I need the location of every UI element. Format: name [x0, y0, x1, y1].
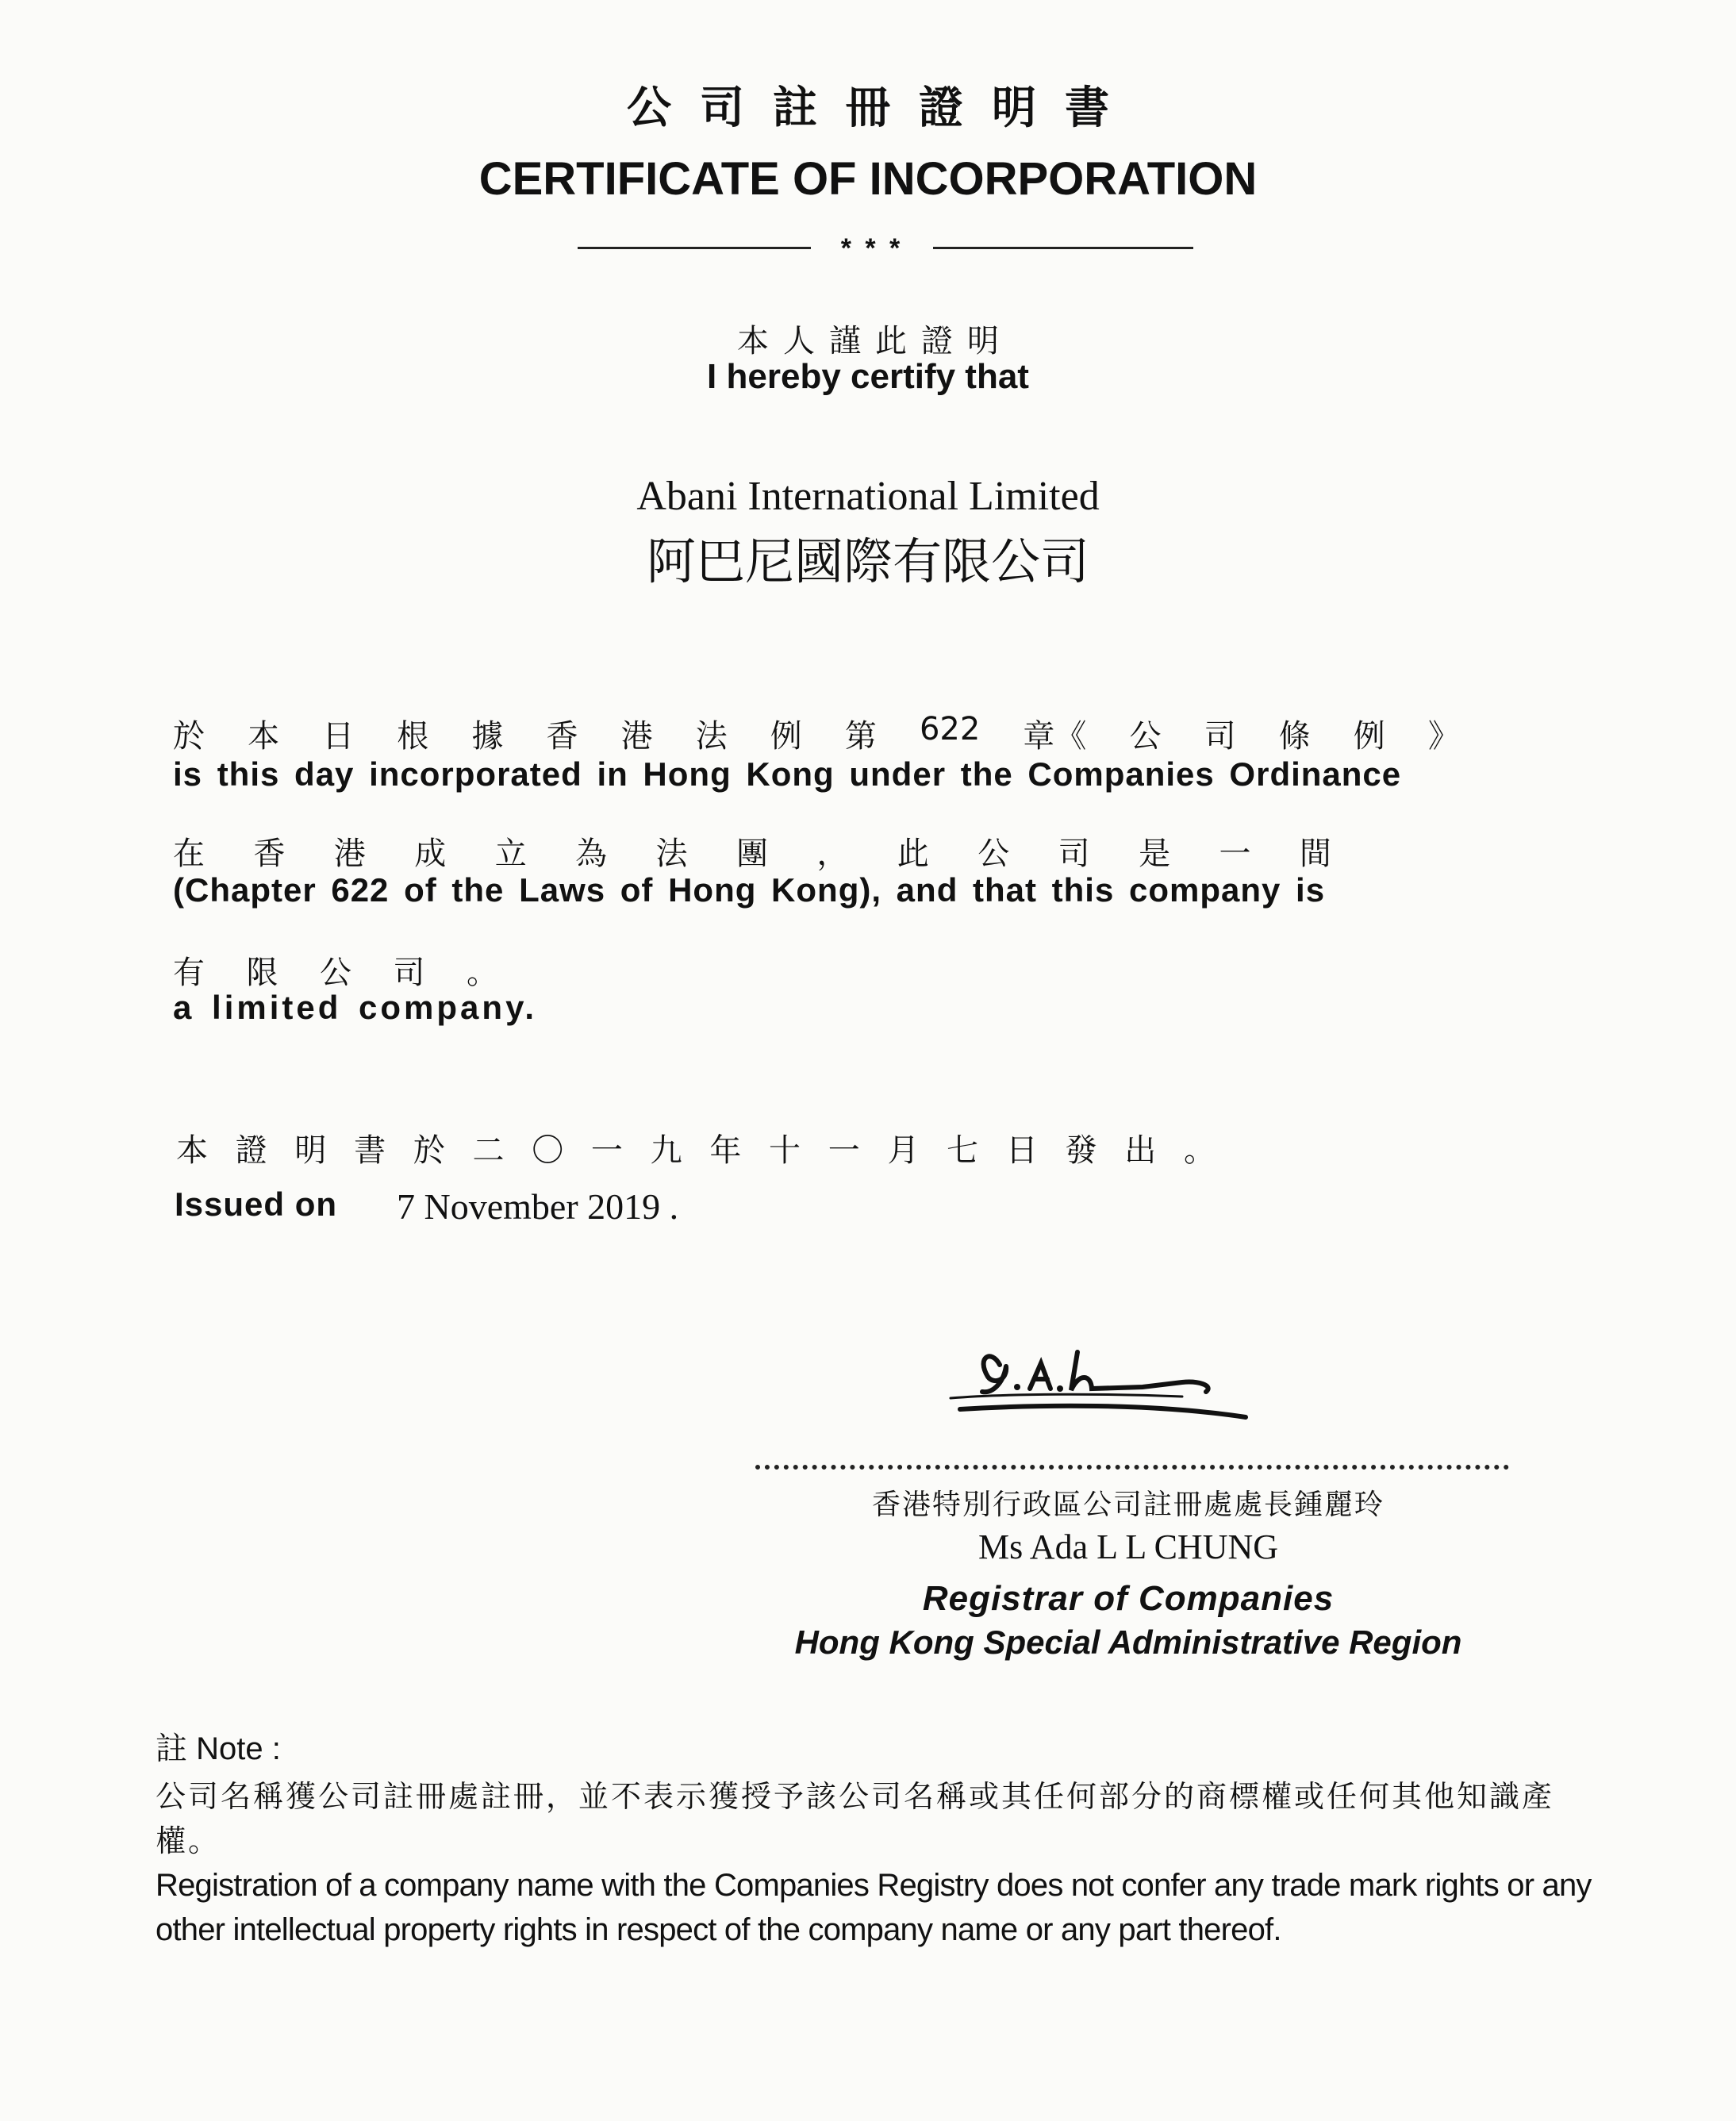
character: 港	[333, 836, 366, 872]
character: 七	[947, 1132, 979, 1169]
company-name-cn: 阿巴尼國際有限公司	[646, 532, 1089, 590]
character: 證	[235, 1132, 267, 1169]
note-label: 註 Note :	[156, 1731, 281, 1766]
issued-label: Issued on	[175, 1185, 338, 1223]
body-line1-cn	[173, 711, 1460, 756]
certificate-title-cn: 公司註冊證明書	[627, 83, 1138, 134]
character: 第	[844, 718, 877, 755]
registrar-signature	[944, 1341, 1254, 1428]
character: 明	[294, 1132, 327, 1169]
character: 發	[1065, 1132, 1097, 1169]
character: 本	[248, 718, 280, 755]
character: 條	[1278, 718, 1311, 755]
character: 公	[1129, 718, 1162, 755]
character: 司	[393, 955, 425, 991]
character: 。	[1183, 1132, 1216, 1169]
character: 〇	[532, 1132, 564, 1169]
character: 間	[1299, 836, 1331, 872]
character: ，	[816, 836, 849, 872]
character: 書	[354, 1132, 386, 1169]
character: 例	[1353, 718, 1385, 755]
registrar-title-en: Registrar of Companies	[922, 1579, 1335, 1618]
registrar-region: Hong Kong Special Administrative Region	[794, 1623, 1462, 1661]
character: 九	[650, 1132, 682, 1169]
character: 為	[575, 836, 608, 872]
character: 》	[1427, 718, 1460, 755]
character: 司	[1058, 836, 1090, 872]
character: 例	[770, 718, 802, 755]
character: 一	[828, 1132, 860, 1169]
character: 日	[1005, 1132, 1038, 1169]
character: 司	[1204, 718, 1236, 755]
divider-left	[578, 247, 811, 249]
character: 本	[176, 1132, 208, 1169]
character: 公	[977, 836, 1010, 872]
registrar-title-cn: 香港特別行政區公司註冊處處長鍾麗玲	[871, 1489, 1385, 1521]
character: 法	[695, 718, 728, 755]
character: 立	[494, 836, 527, 872]
character: 團	[735, 836, 768, 872]
company-name-en: Abani International Limited	[636, 474, 1100, 519]
character: 法	[655, 836, 688, 872]
character: 一	[1219, 836, 1251, 872]
character: 據	[471, 718, 504, 755]
character: 此	[897, 836, 929, 872]
character: 二	[472, 1132, 505, 1169]
body-line3-en: a limited company.	[173, 989, 537, 1026]
body-line2-cn	[173, 828, 1331, 874]
character: 香	[253, 836, 286, 872]
character: 於	[413, 1132, 445, 1169]
character: 章《	[1023, 718, 1087, 755]
character: 成	[414, 836, 447, 872]
character: 香	[546, 718, 578, 755]
body-line1-en: is this day incorporated in Hong Kong under the Companies Ordinance	[173, 755, 1402, 793]
body-line2-en: (Chapter 622 of the Laws of Hong Kong), and that this company is	[173, 871, 1326, 909]
note-text-en: Registration of a company name with the Companies Registry does not confer any trade mark rights or any other intellectual property rights in respect of the company name or any part thereof.	[156, 1868, 1592, 1947]
character: 622	[919, 711, 981, 747]
character: 公	[320, 955, 351, 991]
certify-statement-en: I hereby certify that	[707, 357, 1029, 396]
note-text-cn: 公司名稱獲公司註冊處註冊，並不表示獲授予該公司名稱或其任何部分的商標權或任何其他知識產權。	[156, 1779, 1555, 1858]
issued-statement-cn	[176, 1125, 1216, 1170]
signature-line	[755, 1465, 1509, 1470]
character: 是	[1139, 836, 1171, 872]
character: 月	[887, 1132, 920, 1169]
character: 於	[173, 718, 205, 755]
character: 一	[590, 1132, 623, 1169]
character: 。	[467, 955, 498, 991]
divider-right	[933, 247, 1193, 249]
character: 有	[173, 955, 205, 991]
body-line3-cn	[173, 947, 498, 993]
registrar-name: Ms Ada L L CHUNG	[977, 1527, 1279, 1566]
character: 港	[620, 718, 653, 755]
divider-stars: * * *	[840, 233, 904, 263]
character: 年	[709, 1132, 742, 1169]
character: 出	[1124, 1132, 1157, 1169]
certify-statement-cn: 本人謹此證明	[737, 323, 1013, 359]
character: 限	[246, 955, 278, 991]
character: 根	[397, 718, 429, 755]
character: 十	[769, 1132, 801, 1169]
character: 在	[173, 836, 205, 872]
issued-date: 7 November 2019 .	[397, 1186, 679, 1227]
certificate-title-en: CERTIFICATE OF INCORPORATION	[478, 153, 1258, 205]
character: 日	[322, 718, 355, 755]
